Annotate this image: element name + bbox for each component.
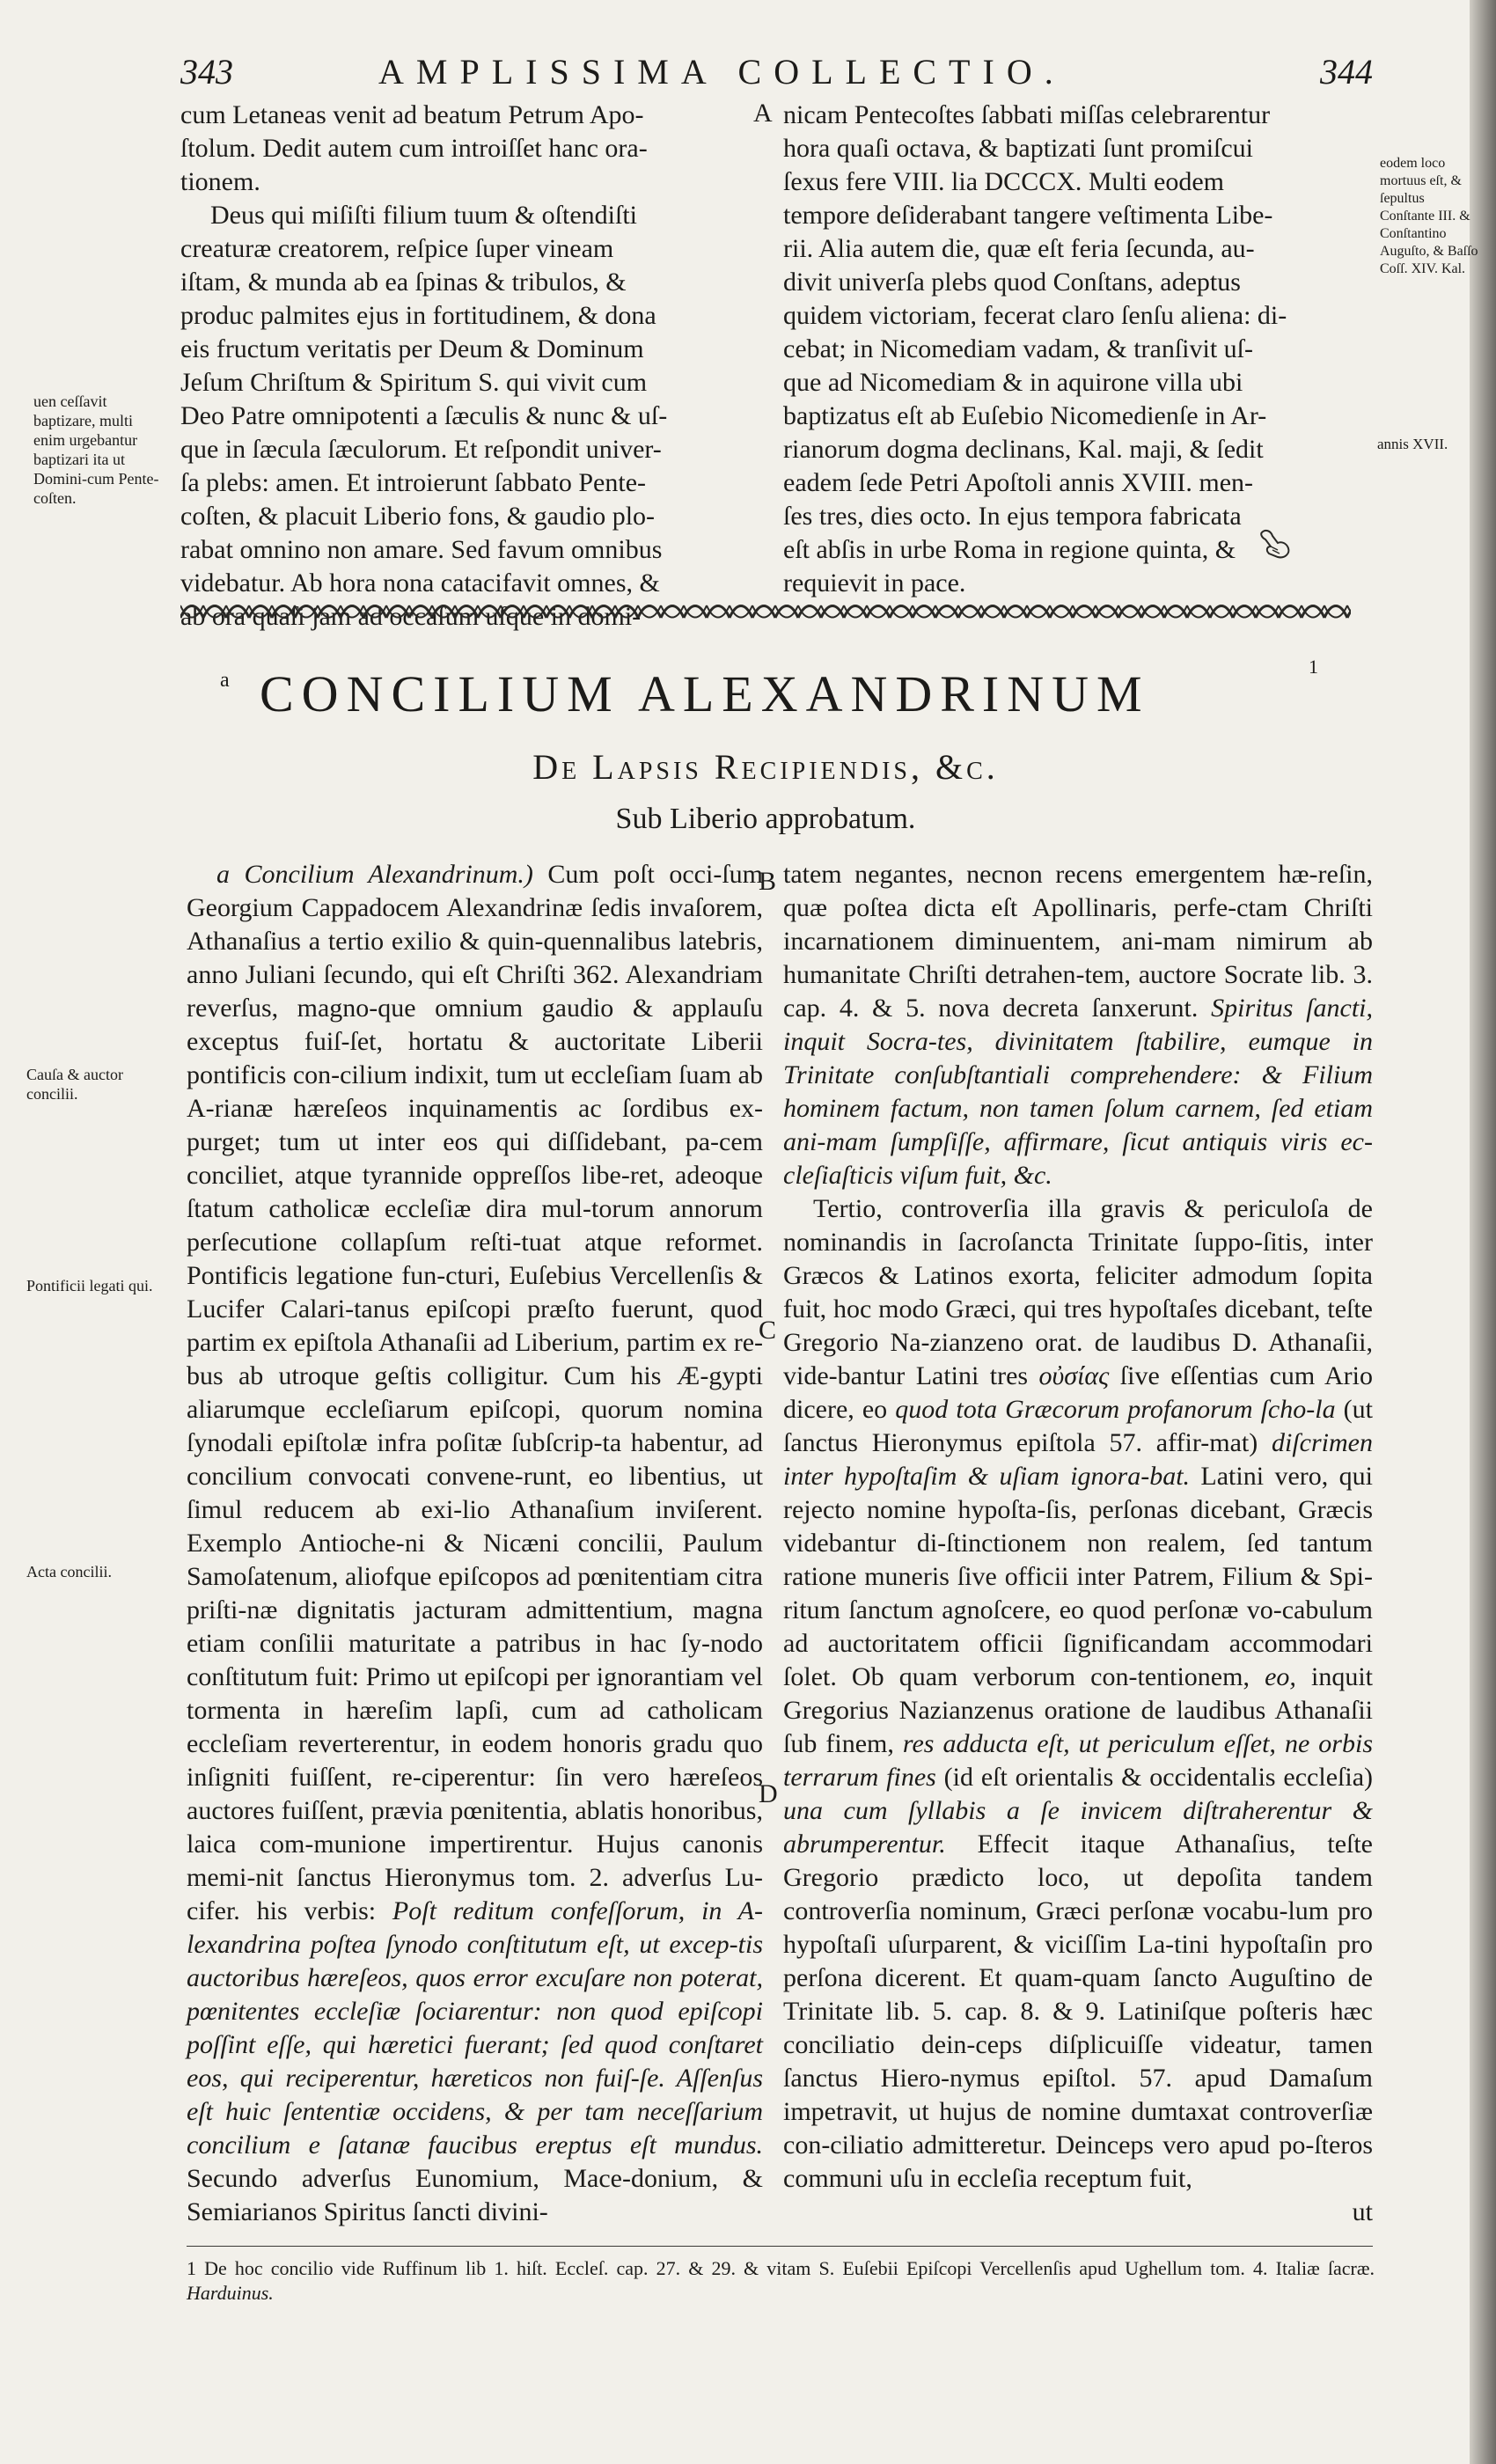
- text-line: coſten, & placuit Liberio fons, & gaudio plo-: [180, 502, 656, 531]
- footnote-signature: Harduinus.: [187, 2282, 274, 2304]
- footnote-mark-1: 1: [1309, 656, 1318, 678]
- text-line: tempore deſiderabant tangere veſtimenta Libe-: [783, 201, 1273, 230]
- text-line: iſtam, & munda ab ea ſpinas & tribulos, &: [180, 268, 627, 297]
- commentary-text: Secundo adverſus Eunomium, Mace-donium, & Semiarianos Spiritus ſancti divini-: [187, 2164, 763, 2226]
- running-title: AMPLISSIMA COLLECTIO.: [378, 52, 1066, 92]
- commentary-text: Tertio, controverſia illa gravis & periculoſa de nominandis in ſacroſancta Trinitate ſuppo-ſitis, inter Græcos & Latinos exorta, feliciter admodum ſopita fuit, hoc modo Græci, qui tres hypoſtaſes dicebant, teſte Gregorio Na-zianzeno orat. de laudibus D. Athanaſii, vide-bantur Latini tres: [783, 1194, 1373, 1390]
- quotation: quod tota Græcorum profanorum ſcho-la: [895, 1395, 1336, 1424]
- footnote-mark-a: a: [220, 669, 230, 692]
- text-line: requievit in pace.: [783, 568, 966, 598]
- section-letter-d: D: [759, 1779, 778, 1808]
- text-line: hora quaſi octava, & baptizati ſunt promiſcui: [783, 134, 1254, 163]
- text-line: quidem victoriam, fecerat claro ſenſu aliena: di-: [783, 301, 1287, 330]
- greek-term: οὐσίας: [1038, 1361, 1110, 1390]
- text-line: creaturæ creatorem, reſpice ſuper vineam: [180, 234, 614, 263]
- text-line: ſexus fere VIII. lia DCCCX. Multi eodem: [783, 167, 1225, 196]
- socrates-quotation: Spiritus ſancti, inquit Socra-tes, divinitatem ſtabilire, eumque in Trinitate conſubſtantiali comprehendere: & Filium hominem factum, non tamen ſolum carnem, ſed etiam ani-mam ſumpſiſſe, affirmare, ſicut antiquis viris ec-cleſiaſticis viſum fuit, &c.: [783, 994, 1373, 1190]
- margin-note-baptism: uen ceſſavit baptizare, multi enim urgebantur baptizari ita ut Domini-cum Pente-coſten.: [33, 392, 159, 507]
- commentary-text: ſive eſſentias cum Ario dicere, eo: [783, 1361, 1373, 1424]
- text-line: Deo Patre omnipotenti a ſæculis & nunc & uſ-: [180, 401, 668, 430]
- pointing-hand-icon: [1257, 524, 1295, 562]
- commentary-text: Latini vero, qui rejecto nomine hypoſta-ſis, perſonas dicebant, Græcis videbantur di-ſtinctionem non realem, ſed tantum ratione muneris ſive officii inter Patrem, Filium & Spi-ritum ſanctum agnoſcere, eo quod perſonæ vo-cabulum ad auctoritatem officii ſignificandam accommodari ſolet. Ob quam verborum con-tentionem,: [783, 1462, 1373, 1691]
- section-letter-c: C: [759, 1316, 777, 1345]
- text-line: eſt abſis in urbe Roma in regione quinta, &: [783, 535, 1236, 564]
- commentary-paragraph: [187, 858, 763, 2229]
- text-line: tionem.: [180, 167, 260, 196]
- text-line: que ad Nicomediam & in aquirone villa ubi: [783, 368, 1243, 397]
- quotation: eo,: [1265, 1662, 1296, 1691]
- text-line: cum Letaneas venit ad beatum Petrum Apo-: [180, 100, 644, 129]
- text-line: Deus qui miſiſti filium tuum & oſtendiſti: [210, 201, 637, 230]
- commentary-lemma: a Concilium Alexandrinum.): [216, 860, 533, 889]
- quotation: res adducta eſt, ut periculum eſſet, ne orbis terrarum fines: [783, 1729, 1373, 1792]
- text-line: ſa plebs: amen. Et introierunt ſabbato Pente-: [180, 468, 647, 497]
- quotation: diſcrimen inter hypoſtaſim & uſiam ignora-bat.: [783, 1428, 1373, 1491]
- quotation: una cum ſyllabis a ſe invicem diſtraherentur & abrumperentur.: [783, 1796, 1373, 1859]
- margin-note-pontificii: Pontificii legati qui.: [26, 1277, 153, 1294]
- section-letter-b: B: [759, 867, 777, 896]
- margin-note-causa: Cauſa & auctor concilii.: [26, 1066, 123, 1103]
- text-line: Jeſum Chriſtum & Spiritum S. qui vivit cum: [180, 368, 648, 397]
- text-line: rii. Alia autem die, quæ eſt feria ſecunda, au-: [783, 234, 1255, 263]
- body-right-column: [783, 858, 1373, 2229]
- text-line: divit univerſa plebs quod Conſtans, adeptus: [783, 268, 1241, 297]
- approbation-line: Sub Liberio approbatum.: [615, 803, 916, 835]
- page-number-left: 343: [180, 52, 233, 92]
- text-line: cebat; in Nicomediam vadam, & tranſivit uſ-: [783, 334, 1254, 363]
- text-line: eadem ſede Petri Apoſtoli annis XVIII. men-: [783, 468, 1254, 497]
- top-left-column: [180, 99, 758, 634]
- margin-note-annis: annis XVII.: [1377, 436, 1448, 452]
- commentary-text: Effecit itaque Athanaſius, teſte Gregorio prædicto loco, ut depoſita tandem controverſia nominum, Græci perſonæ vocabu-lum pro hypoſtaſi uſurparent, & viciſſim La-tini hypoſtaſin pro perſona dicerent. Et quam-quam ſancto Auguſtino de Trinitate lib. 5. cap. 8. & 9. Latiniſque poſteris hæc conciliatio dein-ceps diſplicuiſſe videatur, tamen ſanctus Hiero-nymus epiſtol. 57. apud Damaſum impetravit, ut hujus de nomine dumtaxat controverſiæ con-ciliatio admitteretur. Deinceps vero apud po-ſteros communi uſu in eccleſia receptum fuit,: [783, 1830, 1373, 2193]
- commentary-text: (id eſt orientalis & occidentalis eccleſia): [935, 1763, 1373, 1792]
- commentary-text: inquit Gregorius Nazianzenus oratione de laudibus Athanaſii ſub finem,: [783, 1662, 1373, 1758]
- text-line: ſes tres, dies octo. In ejus tempora fabricata: [783, 502, 1242, 531]
- commentary-text: (ut ſanctus Hieronymus epiſtola 57. affir-mat): [783, 1395, 1374, 1457]
- page-number-right: 344: [1320, 52, 1373, 92]
- text-line: rianorum dogma declinans, Kal. maji, & ſedit: [783, 435, 1264, 464]
- catchword: ut: [1352, 2197, 1373, 2226]
- text-line: ſtolum. Dedit autem cum introiſſet hanc ora-: [180, 134, 648, 163]
- margin-note-acta: Acta concilii.: [26, 1563, 112, 1580]
- commentary-text: tatem negantes, necnon recens emergentem hæ-reſin, quæ poſtea dicta eſt Apollinaris, perfe-ctam Chriſti incarnationem diminuentem, ani-mam nimirum ab humanitate Chriſti detrahen-tem, auctore Socrate lib. 3. cap. 4. & 5. nova decreta ſanxerunt.: [783, 860, 1373, 1023]
- commentary-text: Cum poſt occi-ſum Georgium Cappadocem Alexandrinæ ſedis invaſorem, Athanaſius a tertio exilio & quin-quennalibus latebris, anno Juliani ſecundo, qui eſt Chriſti 362. Alexandriam reverſus, magno-que omnium gaudio & applauſu exceptus fuiſ-ſet, hortatu & auctoritate Liberii pontificis con-cilium indixit, tum ut eccleſiam ſuam ab A-rianæ hæreſeos inquinamentis ac ſordibus ex-purget; tum ut inter eos qui diſſidebant, pa-cem conciliet, atque tyrannide oppreſſos libe-ret, adeoque ſtatum catholicæ eccleſiæ dira mul-torum annorum perſecutione collapſum reſti-tuat atque reformet. Pontificis legatione fun-cturi, Euſebius Vercellenſis & Lucifer Calari-tanus epiſcopi præſto fuerunt, quod partim ex epiſtola Athanaſii ad Liberium, partim ex re-bus ab utroque geſtis colligitur. Cum his Æ-gypti aliarumque eccleſiarum epiſcopi, quorum nomina ſynodali epiſtolæ infra poſitæ ſubſcrip-ta habentur, ad concilium convocati convene-runt, eo libentius, ut ſimul reducem ab exi-lio Athanaſium inviſerent. Exemplo Antioche-ni & Nicæni concilii, Paulum Samoſatenum, aliofque epiſcopos ad pœnitentiam citra priſti-næ dignitatis jacturam admittentium, magna etiam conſilii maturitate a patribus in hac ſy-nodo conſtitutum fuit: Primo ut epiſcopi per ignorantiam vel tormenta in hæreſim lapſi, cum ad catholicam eccleſiam reverterentur, in eodem honoris gradu quo inſigniti fuiſſent, re-ciperentur: ſin vero hæreſeos auctores fuiſſent, prævia pœnitentia, ablatis honoribus, laica com-munione impertirentur. Hujus canonis memi-nit ſanctus Hieronymus tom. 2. adverſus Lu-cifer. his verbis:: [187, 860, 763, 1925]
- text-line: produc palmites ejus in fortitudinem, & dona: [180, 301, 656, 330]
- commentary-paragraph: [783, 1192, 1373, 2196]
- text-line: videbatur. Ab hora nona catacifavit omnes, &: [180, 568, 660, 598]
- text-line: que in ſæcula ſæculorum. Et reſpondit univer-: [180, 435, 662, 464]
- footnote: [187, 2256, 1375, 2306]
- section-title: CONCILIUM ALEXANDRINUM: [260, 665, 1150, 722]
- footnote-text: 1 De hoc concilio vide Ruffinum lib 1. hiſt. Eccleſ. cap. 27. & 29. & vitam S. Euſebii Epiſcopi Vercellenſis apud Ughellum tom. 4. Italiæ ſacræ.: [187, 2257, 1375, 2279]
- section-subtitle: De Lapsis Recipiendis, &c.: [532, 747, 999, 787]
- commentary-paragraph: [783, 858, 1373, 1192]
- text-line: rabat omnino non amare. Sed favum omnibus: [180, 535, 663, 564]
- jerome-quotation: Poſt reditum confeſſorum, in A-lexandrina poſtea ſynodo conſtitutum eſt, ut excep-tis auctoribus hæreſeos, quos error excuſare non poterat, pœnitentes eccleſiæ ſociarentur: non quod epiſcopi poſſint eſſe, qui hæretici fuerant; ſed quod conſtaret eos, qui reciperentur, hæreticos non fuiſ-ſe. Aſſenſus eſt huic ſententiæ occidens, & per tam neceſſarium concilium e ſatanæ faucibus ereptus eſt mundus.: [187, 1896, 763, 2160]
- section-letter-a: A: [753, 99, 773, 128]
- page-edge: [1470, 0, 1496, 2464]
- text-line: baptizatus eſt ab Euſebio Nicomedienſe in Ar-: [783, 401, 1267, 430]
- margin-note-eodem: eodem loco mortuus eſt, & ſepultus Conſtante III. & Conſtantino Auguſto, & Baſſo Coſſ. XIV. Kal.: [1380, 156, 1478, 276]
- footnote-rule: [187, 2246, 1373, 2247]
- ornamental-divider: [180, 600, 1351, 623]
- body-left-column: [187, 858, 763, 2229]
- text-line: eis fructum veritatis per Deum & Dominum: [180, 334, 644, 363]
- text-line: nicam Pentecoſtes ſabbati miſſas celebrarentur: [783, 100, 1271, 129]
